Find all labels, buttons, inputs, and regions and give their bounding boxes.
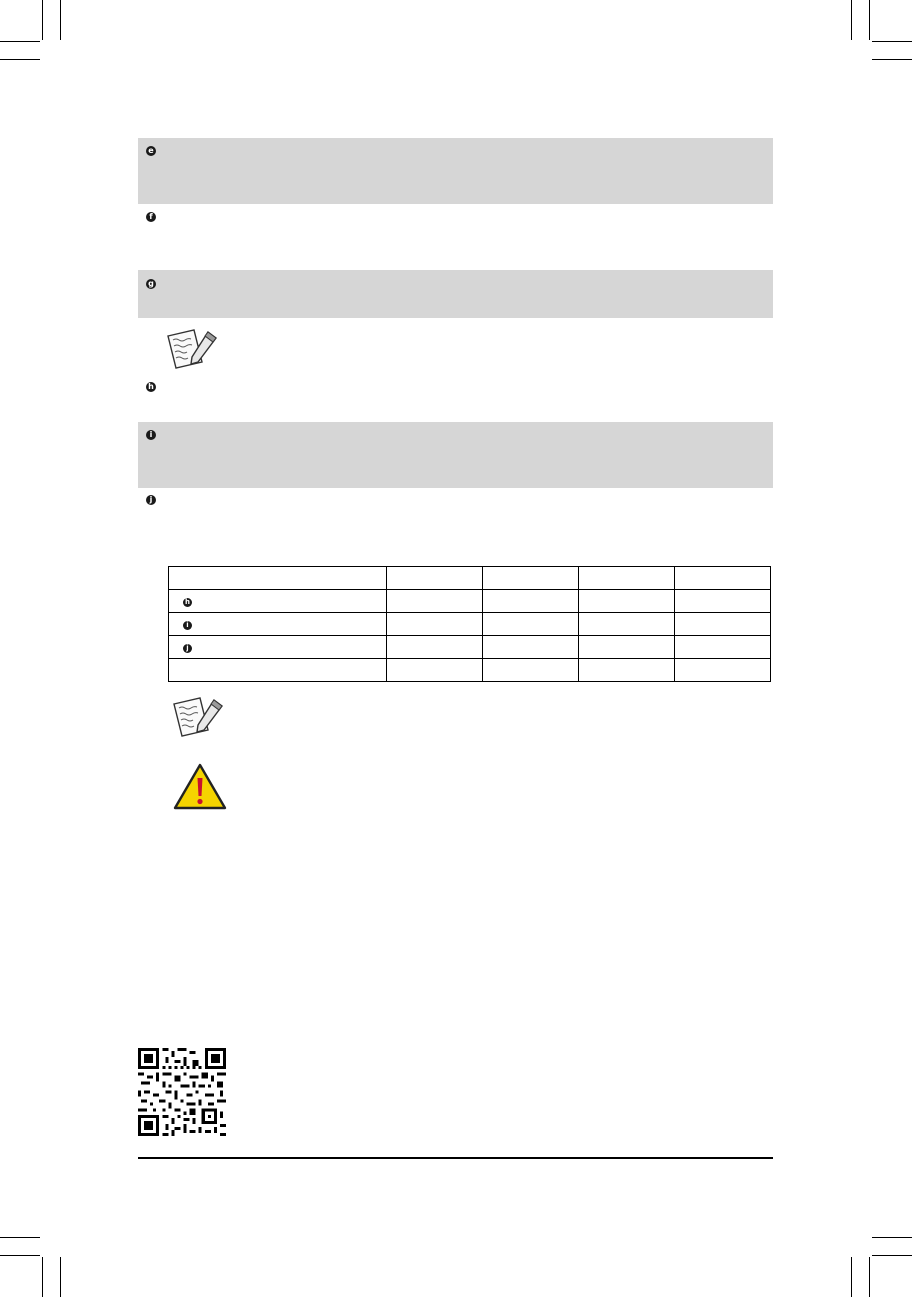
warning-triangle-icon: [172, 762, 228, 812]
table-cell: [387, 567, 483, 590]
table-cell: [675, 613, 771, 636]
section-marker: g: [146, 279, 156, 289]
crop-mark: [872, 1237, 912, 1238]
table-cell: [169, 590, 387, 613]
crop-mark: [42, 1257, 43, 1297]
crop-mark: [851, 1257, 852, 1297]
table-cell: [387, 613, 483, 636]
table-cell: [169, 613, 387, 636]
table-cell: [483, 613, 579, 636]
section-j: [138, 488, 773, 548]
crop-mark: [42, 0, 43, 40]
table-cell: [387, 636, 483, 659]
footer-rule: [138, 1157, 773, 1159]
table-cell: [387, 659, 483, 682]
note-pencil-icon: [170, 694, 228, 738]
crop-mark: [869, 0, 870, 40]
crop-mark: [872, 1255, 912, 1256]
section-f: [138, 204, 773, 270]
table-cell: [675, 659, 771, 682]
section-marker: e: [146, 146, 156, 156]
table-row-marker: i: [183, 621, 192, 630]
crop-mark: [872, 41, 912, 42]
table-cell: [169, 567, 387, 590]
table-row: [169, 613, 771, 636]
spec-table: [168, 566, 771, 682]
table-cell: [483, 567, 579, 590]
table-row: [169, 636, 771, 659]
section-marker: f: [146, 212, 156, 222]
crop-mark: [0, 1237, 40, 1238]
crop-mark: [851, 0, 852, 40]
table-cell: [579, 636, 675, 659]
table-cell: [169, 659, 387, 682]
table-row: [169, 567, 771, 590]
table-cell: [675, 590, 771, 613]
table-cell: [675, 636, 771, 659]
table-cell: [169, 636, 387, 659]
table-cell: [579, 567, 675, 590]
table-cell: [675, 567, 771, 590]
crop-mark: [60, 1257, 61, 1297]
table-cell: [483, 636, 579, 659]
table-row: [169, 590, 771, 613]
section-h: [138, 376, 773, 422]
crop-mark: [60, 0, 61, 40]
section-marker: h: [146, 382, 156, 392]
crop-mark: [0, 59, 40, 60]
crop-mark: [0, 41, 40, 42]
table-cell: [579, 613, 675, 636]
crop-mark: [872, 59, 912, 60]
crop-mark: [0, 1255, 40, 1256]
table-cell: [387, 590, 483, 613]
table-cell: [483, 590, 579, 613]
section-g: [138, 270, 773, 318]
section-marker: i: [146, 430, 156, 440]
table-row-marker: j: [183, 644, 192, 653]
section-e: [138, 138, 773, 204]
note-pencil-icon: [164, 326, 222, 370]
section-marker: j: [146, 495, 156, 505]
table-cell: [483, 659, 579, 682]
table-row-marker: h: [183, 598, 192, 607]
table-cell: [579, 590, 675, 613]
table-row: [169, 659, 771, 682]
qr-code-icon: [138, 1048, 226, 1136]
crop-mark: [869, 1257, 870, 1297]
table-cell: [579, 659, 675, 682]
section-i: [138, 422, 773, 488]
